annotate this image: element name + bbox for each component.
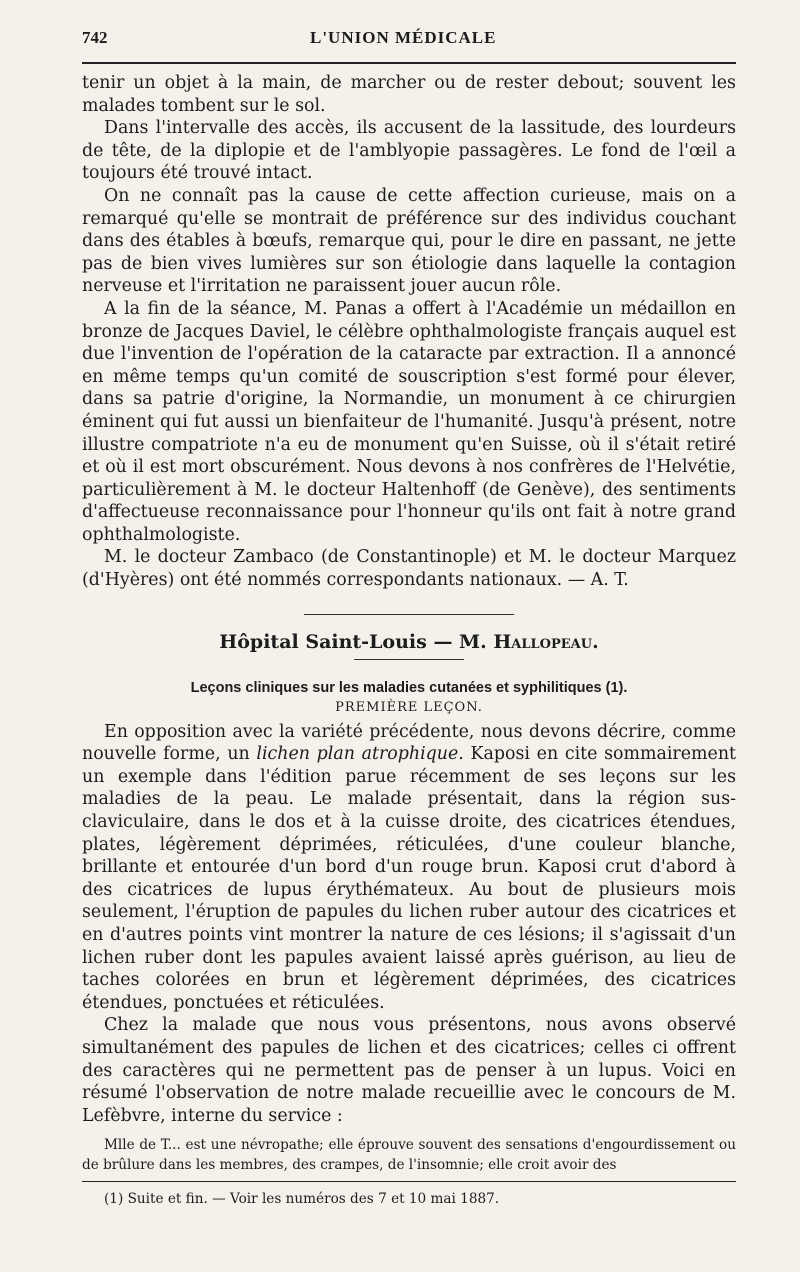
paragraph: Chez la malade que nous vous présentons, nous avons observé simultanément des papules de lichen et des cicatrices; celles ci offrent des caractères qui ne permettent pas de penser à un lupus. Voici en résumé l'observation de notre malade recueillie avec le concours de M. Lefèbvre, interne du service : <box>82 1015 736 1126</box>
page-header <box>82 28 736 58</box>
footnote: (1) Suite et fin. — Voir les numéros des 7 et 10 mai 1887. <box>104 1191 500 1208</box>
emphasis: lichen plan atrophique <box>256 744 459 765</box>
paragraph: Dans l'intervalle des accès, ils accusent de la lassitude, des lourdeurs de tête, de la diplopie et de l'amblyopie passagères. Le fond de l'œil a toujours été trouvé intact. <box>82 118 736 184</box>
title-rule <box>354 659 464 660</box>
section-title-name: Hallopeau. <box>493 630 599 653</box>
footnote-rule <box>82 1181 736 1182</box>
header-rule <box>82 62 736 64</box>
paragraph: M. le docteur Zambaco (de Constantinople) et M. le docteur Marquez (d'Hyères) ont été nommés correspondants nationaux. — A. T. <box>82 547 736 591</box>
paragraph-text: . Kaposi en cite sommairement un exemple dans l'édition parue récemment de ses leçons sur les maladies de la peau. Le malade présentait, dans la région sus-claviculaire, dans le dos et à la cuisse droite, des cicatrices étendues, plates, légèrement déprimées, réticulées, d'une couleur blanche, brillante et entourée d'un bord d'un rouge brun. Kaposi crut d'abord à des cicatrices de lupus érythémateux. Au bout de plusieurs mois seulement, l'éruption de papules du lichen ruber autour des cicatrices et en d'autres points vint montrer la nature de ces lésions; il s'agissait d'un lichen ruber dont les papules avaient laissé après guérison, au lieu de taches colorées en brun et légèrement déprimées, des cicatrices étendues, ponctuées et réticulées. <box>82 744 737 1013</box>
section-subtitle: Leçons cliniques sur les maladies cutanées et syphilitiques (1). <box>190 679 628 696</box>
lesson-heading: PREMIÈRE LEÇON. <box>335 699 483 715</box>
section-divider <box>304 614 514 615</box>
paragraph <box>82 721 736 1015</box>
paragraph: On ne connaît pas la cause de cette affection curieuse, mais on a remarqué qu'elle se montrait de préférence sur des individus couchant dans des étables à bœufs, remarque qui, pour le dire en passant, ne jette pas de bien vives lumières sur son étiologie dans laquelle la contagion nerveuse et l'irritation ne paraissent jouer aucun rôle. <box>82 185 736 297</box>
case-note-text: Mlle de T... est une névropathe; elle éprouve souvent des sensations d'engourdissement ou de brûlure dans les membres, des crampes, de l'insomnie; elle croit avoir des <box>82 1137 736 1174</box>
journal-title: L'UNION MÉDICALE <box>310 28 497 47</box>
paragraph-text: En opposition avec la variété précédente, nous devons décrire, comme nouvelle forme, un <box>82 721 736 765</box>
paragraph: tenir un objet à la main, de marcher ou de rester debout; souvent les malades tombent sur le sol. <box>82 73 736 116</box>
case-note <box>82 1135 736 1175</box>
section-title-prefix: Hôpital Saint-Louis — M. <box>219 630 494 653</box>
lesson-body <box>82 721 736 1128</box>
section-title <box>82 631 736 653</box>
page-number: 742 <box>82 28 108 47</box>
article-body <box>82 72 736 592</box>
paragraph: A la fin de la séance, M. Panas a offert à l'Académie un médaillon en bronze de Jacques Daviel, le célèbre ophthalmologiste français auquel est due l'invention de l'opération de la cataracte par extraction. Il a annoncé en même temps qu'un comité de souscription s'est formé pour élever, dans sa patrie d'origine, la Normandie, un monument à ce chirurgien éminent qui fut aussi un bienfaiteur de l'humanité. Jusqu'à présent, notre illustre compatriote n'a eu de monument qu'en Suisse, où il s'était retiré et où il est mort obscurément. Nous devons à nos confrères de l'Helvétie, particulièrement à M. le docteur Haltenhoff (de Genève), des sentiments d'affectueuse reconnaissance pour l'honneur qu'ils ont fait à notre grand ophthalmologiste. <box>82 298 736 545</box>
